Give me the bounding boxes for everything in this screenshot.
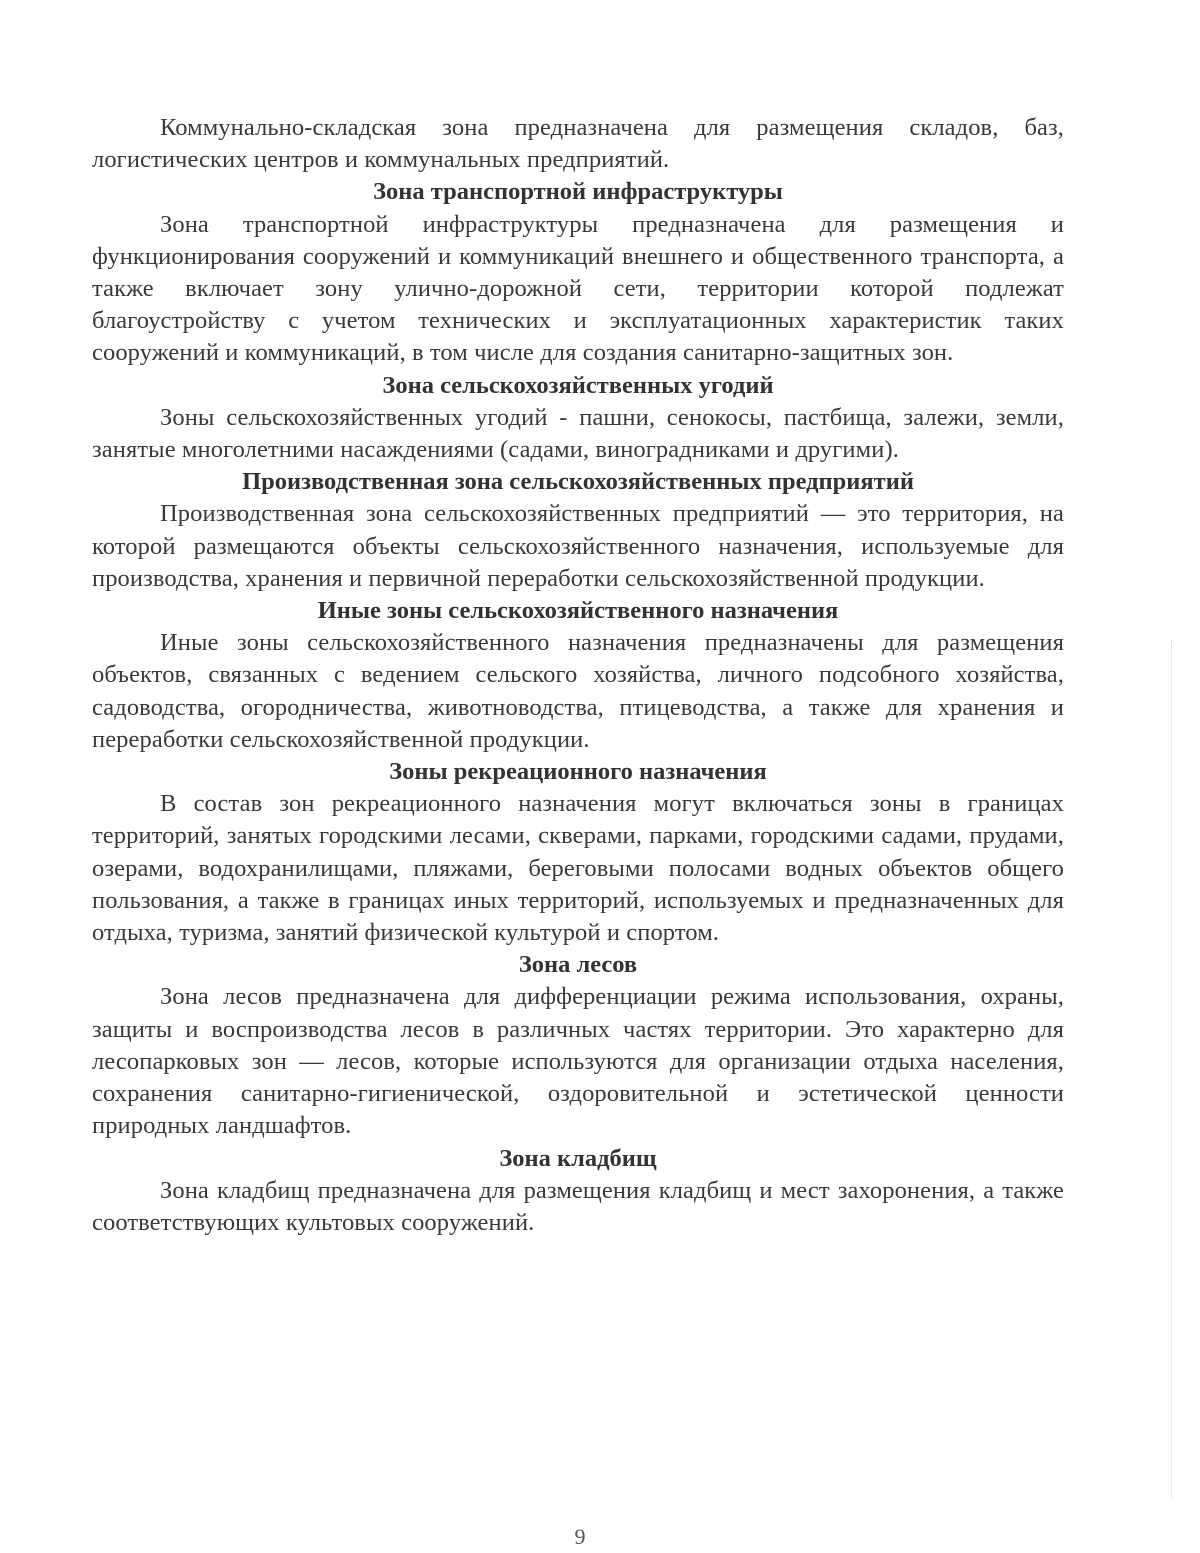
intro-paragraph: Коммунально-складская зона предназначена для размещения складов, баз, логистических центров и коммунальных предприятий. — [92, 114, 1064, 174]
section-heading-other-agricultural: Иные зоны сельскохозяйственного назначения — [317, 597, 839, 625]
section-heading-cemeteries: Зона кладбищ — [499, 1144, 657, 1172]
section-heading-forests: Зона лесов — [518, 951, 638, 979]
section-text-transport: Зона транспортной инфраструктуры предназначена для размещения и функционирования сооружений и коммуникаций внешнего и общественного транспорта, а также включает зону улично-дорожной сети, территории которой подлежат благоустройству с учетом технических и эксплуатационных характеристик таких сооружений и коммуникаций, в том числе для создания санитарно-защитных зон. — [92, 210, 1064, 367]
scan-edge-mark — [1170, 640, 1172, 1500]
section-heading-agricultural-land: Зона сельскохозяйственных угодий — [382, 371, 774, 399]
section-heading-transport: Зона транспортной инфраструктуры — [373, 178, 783, 206]
section-text-agricultural-production: Производственная зона сельскохозяйственных предприятий — это территория, на которой размещаются объекты сельскохозяйственного назначения, используемые для производства, хранения и первичной переработки сельскохозяйственной продукции. — [92, 500, 1064, 592]
page-number: 9 — [574, 1524, 586, 1549]
section-heading-agricultural-production: Производственная зона сельскохозяйственных предприятий — [242, 468, 914, 496]
section-text-forests: Зона лесов предназначена для дифференциации режима использования, охраны, защиты и воспроизводства лесов в различных частях территории. Это характерно для лесопарковых зон — лесов, которые используются для организации отдыха населения, сохранения санитарно-гигиенической, оздоровительной и эстетической ценности природных ландшафтов. — [92, 983, 1064, 1140]
section-text-cemeteries: Зона кладбищ предназначена для размещения кладбищ и мест захоронения, а также соответствующих культовых сооружений. — [92, 1176, 1064, 1236]
document-page — [92, 112, 1064, 1239]
section-text-recreational: В состав зон рекреационного назначения могут включаться зоны в границах территорий, занятых городскими лесами, скверами, парками, городскими садами, прудами, озерами, водохранилищами, пляжами, береговыми полосами водных объектов общего пользования, а также в границах иных территорий, используемых и предназначенных для отдыха, туризма, занятий физической культурой и спортом. — [92, 790, 1064, 947]
section-text-agricultural-land: Зоны сельскохозяйственных угодий - пашни, сенокосы, пастбища, залежи, земли, занятые многолетними насаждениями (садами, виноградниками и другими). — [92, 403, 1064, 464]
section-text-other-agricultural: Иные зоны сельскохозяйственного назначения предназначены для размещения объектов, связанных с ведением сельского хозяйства, личного подсобного хозяйства, садоводства, огородничества, животноводства, птицеводства, а также для хранения и переработки сельскохозяйственной продукции. — [92, 629, 1064, 753]
section-heading-recreational: Зоны рекреационного назначения — [389, 758, 767, 786]
